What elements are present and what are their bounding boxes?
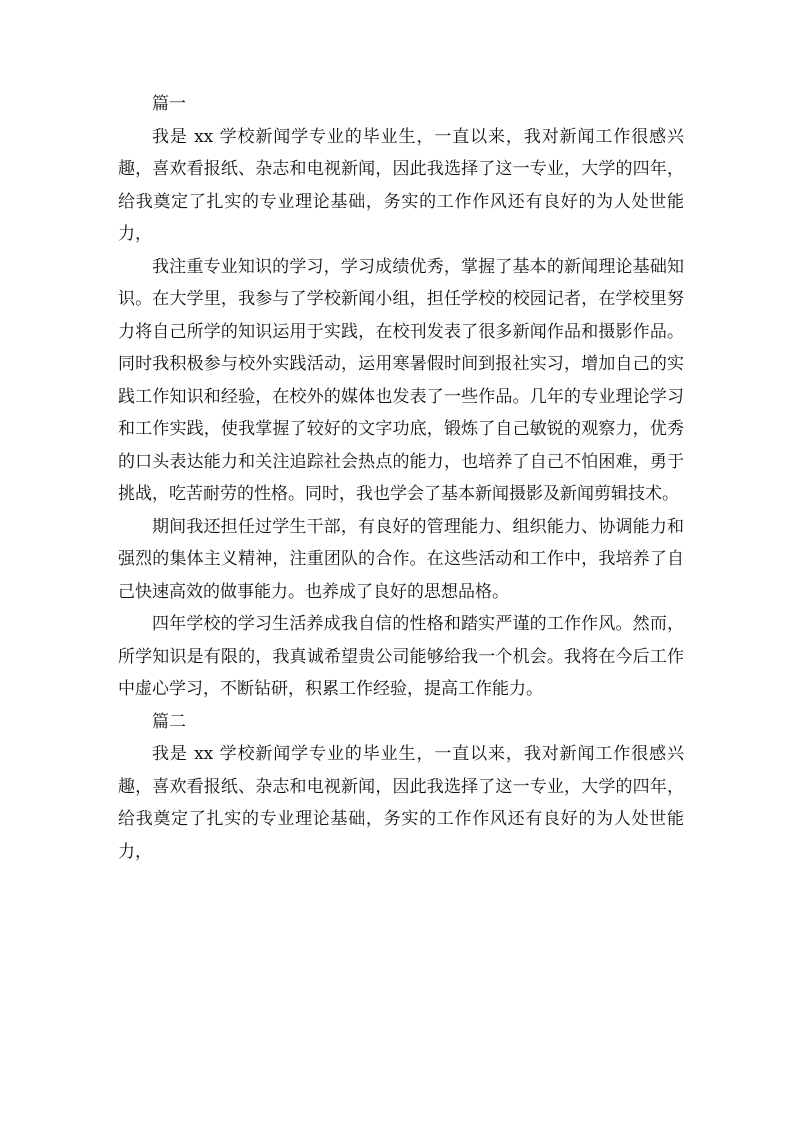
section-1-paragraph-2: 我注重专业知识的学习，学习成绩优秀，掌握了基本的新闻理论基础知识。在大学里，我参与了学校新闻小组，担任学校的校园记者，在学校里努力将自己所学的知识运用于实践，在校刊发表了很多新闻作品和摄影作品。同时我积极参与校外实践活动，运用寒暑假时间到报社实习，增加自己的实践工作知识和经验，在校外的媒体也发表了一些作品。几年的专业理论学习和工作实践，使我掌握了较好的文字功底，锻炼了自己敏锐的观察力，优秀的口头表达能力和关注追踪社会热点的能力，也培养了自己不怕困难，勇于挑战，吃苦耐劳的性格。同时，我也学会了基本新闻摄影及新闻剪辑技术。 <box>118 256 684 504</box>
section-heading-1: 篇一 <box>152 94 186 114</box>
document-body <box>118 88 684 868</box>
section-1-paragraph-4: 四年学校的学习生活养成我自信的性格和踏实严谨的工作作风。然而，所学知识是有限的，我真诚希望贵公司能够给我一个机会。我将在今后工作中虚心学习，不断钻研，积累工作经验，提高工作能力。 <box>118 614 684 699</box>
section-heading-2: 篇二 <box>152 711 186 732</box>
section-1-paragraph-1: 我是 xx 学校新闻学专业的毕业生，一直以来，我对新闻工作很感兴趣，喜欢看报纸、杂志和电视新闻，因此我选择了这一专业，大学的四年，给我奠定了扎实的专业理论基础，务实的工作作风还有良好的为人处世能力， <box>118 126 684 244</box>
section-1-paragraph-3: 期间我还担任过学生干部，有良好的管理能力、组织能力、协调能力和强烈的集体主义精神，注重团队的合作。在这些活动和工作中，我培养了自己快速高效的做事能力。也养成了良好的思想品格。 <box>118 516 684 602</box>
section-2-paragraph-1: 我是 xx 学校新闻学专业的毕业生，一直以来，我对新闻工作很感兴趣，喜欢看报纸、杂志和电视新闻，因此我选择了这一专业，大学的四年，给我奠定了扎实的专业理论基础，务实的工作作风还有良好的为人处世能力， <box>118 744 684 862</box>
